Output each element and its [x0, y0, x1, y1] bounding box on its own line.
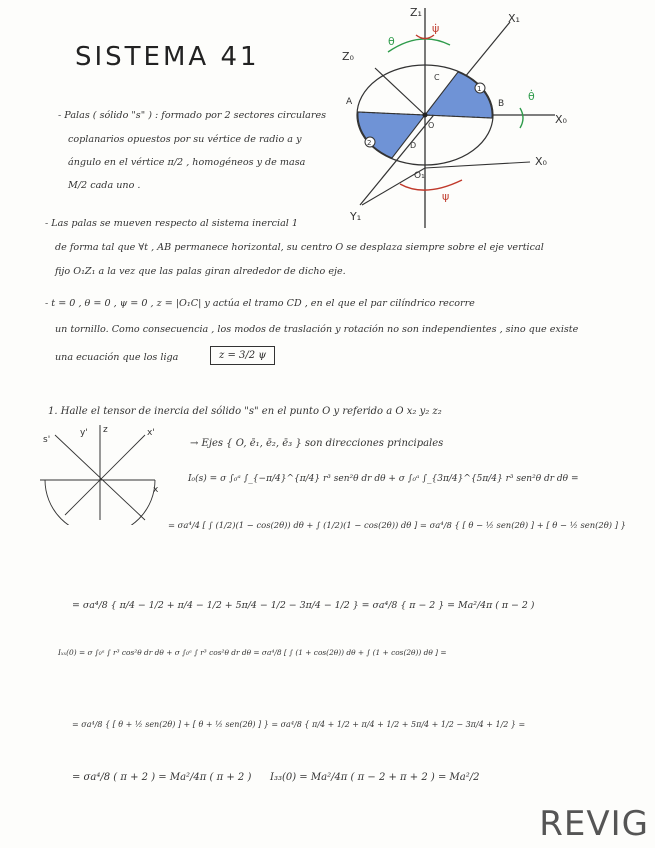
paragraph-1-line-2: coplanarios opuestos por su vértice de radio a y	[68, 134, 302, 145]
label-c: C	[434, 73, 440, 82]
work-line-7: = σa⁴/8 ( π + 2 ) = Ma²/4π ( π + 2 )	[72, 772, 252, 783]
mini-label-z: z	[103, 425, 108, 435]
label-o: O	[428, 121, 435, 130]
equation-box: z = 3/2 ψ	[210, 346, 275, 365]
work-line-4: = σa⁴/8 { π/4 − 1/2 + π/4 − 1/2 + 5π/4 − 1/2 − 3π/4 − 1/2 } = σa⁴/8 { π − 2 } = Ma²/4π ( π − 2 )	[72, 600, 535, 611]
label-psi: ψ	[442, 190, 450, 203]
label-x0-lower: X₀	[535, 155, 547, 168]
paragraph-1-line-3: ángulo en el vértice π/2 , homogéneos y de masa	[68, 157, 306, 168]
paragraph-2-line-1: - Las palas se mueven respecto al sistema inercial 1	[45, 218, 299, 229]
mini-label-s: s'	[43, 435, 51, 445]
paragraph-1-line-4: M/2 cada uno .	[68, 180, 141, 191]
label-one: 1	[477, 85, 482, 93]
label-x1: X₁	[508, 12, 520, 25]
paragraph-2-line-3: fijo O₁Z₁ a la vez que las palas giran alrededor de dicho eje.	[55, 266, 346, 277]
work-line-1: → Ejes { O, ē₁, ē₂, ē₃ } son direcciones principales	[190, 438, 444, 449]
page-title: SISTEMA 41	[75, 42, 260, 72]
label-x0: X₀	[555, 113, 567, 126]
work-line-6: = σa⁴/8 { [ θ + ½ sen(2θ) ] + [ θ + ½ sen(2θ) ] } = σa⁴/8 { π/4 + 1/2 + π/4 + 1/2 + 5π/4 + 1/2 − 3π/4 + 1/2 } =	[72, 720, 526, 729]
question-1: 1. Halle el tensor de inercia del sólido "s" en el punto O y referido a O x₂ y₂ z₂	[48, 406, 442, 417]
mini-label-x: x	[153, 485, 159, 495]
paragraph-1-line-1: - Palas ( sólido "s" ) : formado por 2 sectores circulares	[58, 110, 327, 121]
label-theta-dot: θ̇	[528, 90, 535, 103]
theta-arc	[388, 39, 450, 52]
label-d: D	[410, 141, 417, 150]
mini-axes-sketch	[35, 420, 165, 525]
mini-diag-2	[65, 435, 145, 515]
psi-arc	[400, 180, 462, 190]
work-line-3: = σa⁴/4 [ ∫ (1/2)(1 − cos(2θ)) dθ + ∫ (1/2)(1 − cos(2θ)) dθ ] = σa⁴/8 { [ θ − ½ sen(2θ) ] + [ θ − ½ sen(2θ) ] }	[168, 520, 626, 530]
label-theta: θ	[388, 35, 395, 48]
label-z0: Z₀	[342, 50, 354, 63]
mini-label-xp: x'	[147, 428, 155, 438]
axis-z0	[375, 68, 425, 115]
system-diagram	[330, 0, 655, 235]
theta-dot-arc	[520, 108, 523, 128]
label-z1: Z₁	[410, 6, 422, 19]
label-b: B	[498, 99, 505, 109]
paragraph-2-line-2: de forma tal que ∀t , AB permanece horizontal, su centro O se desplaza siempre sobre el eje vertical	[55, 242, 544, 253]
work-line-8: I₃₃(0) = Ma²/4π ( π − 2 + π + 2 ) = Ma²/2	[270, 772, 480, 783]
label-y1: Y₁	[350, 210, 362, 223]
paragraph-3-line-1: - t = 0 , θ = 0 , ψ = 0 , z = |O₁C| y actúa el tramo CD , en el que el par cilíndrico recorre	[45, 298, 475, 309]
work-line-2: I₀(s) = σ ∫₀ᵃ ∫_{−π/4}^{π/4} r³ sen²θ dr dθ + σ ∫₀ᵃ ∫_{3π/4}^{5π/4} r³ sen²θ dr dθ =	[188, 474, 579, 484]
paragraph-3-line-2: un tornillo. Como consecuencia , los modos de traslación y rotación no son independientes , sino que existe	[55, 324, 579, 335]
label-a: A	[346, 97, 353, 107]
paragraph-3-line-3: una ecuación que los liga	[55, 352, 179, 363]
point-o	[423, 113, 428, 118]
mini-label-y: y'	[80, 428, 88, 438]
blade-2	[358, 112, 425, 158]
brand-watermark: REVIG	[539, 804, 649, 844]
label-o1: O₁	[414, 171, 425, 181]
label-psi-dot: ψ̇	[432, 22, 440, 35]
label-two: 2	[367, 139, 372, 147]
axis-x0-lower	[425, 162, 530, 168]
work-line-5: Iₓₓ(0) = σ ∫₀ᵃ ∫ r³ cos²θ dr dθ + σ ∫₀ᵃ ∫ r³ cos²θ dr dθ = σa⁴/8 [ ∫ (1 + cos(2θ)) dθ + ∫ (1 + cos(2θ)) dθ ] =	[58, 648, 447, 657]
